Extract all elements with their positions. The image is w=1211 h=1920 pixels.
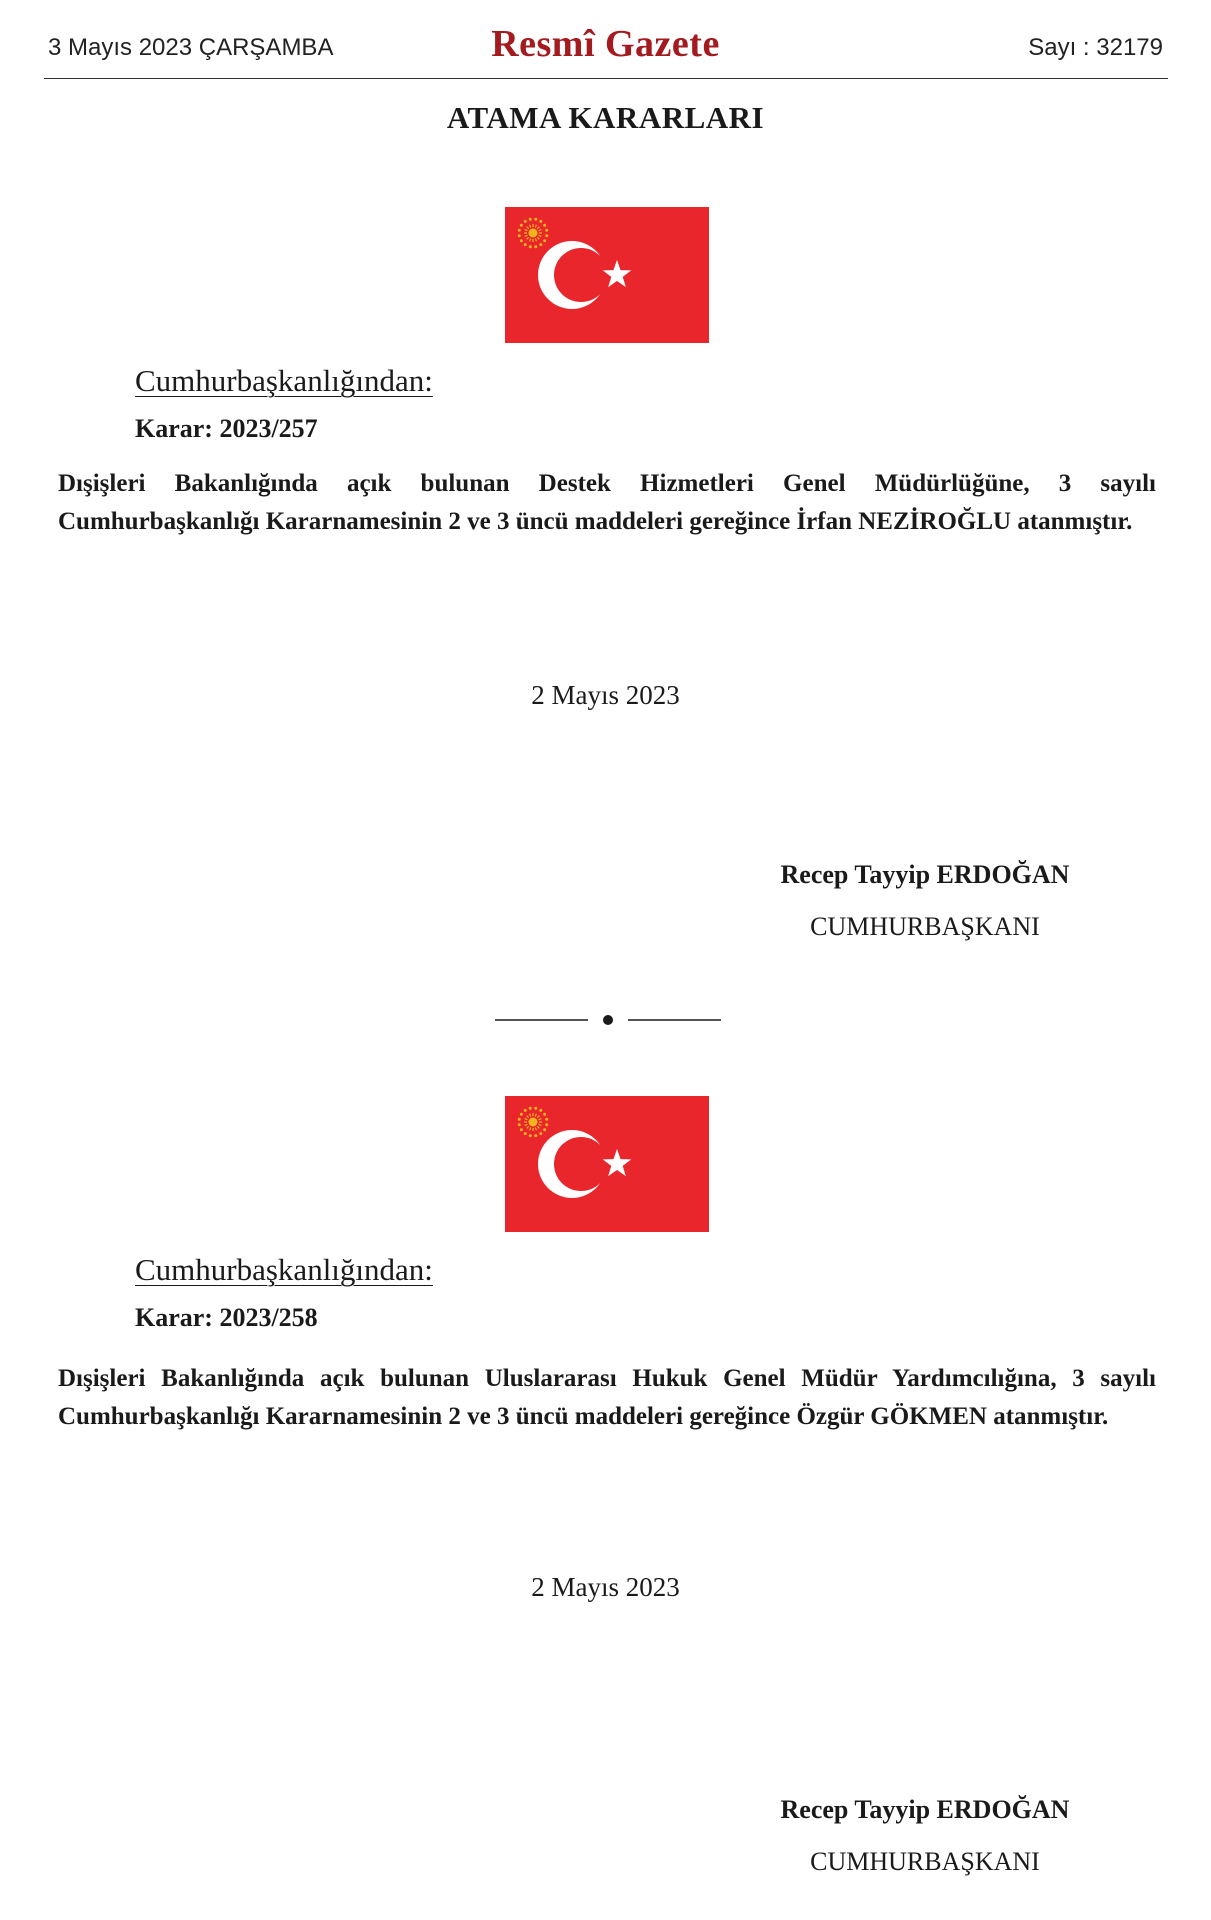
section-divider <box>493 1010 723 1030</box>
section-title: ATAMA KARARLARI <box>446 100 765 135</box>
decision-body: Dışişleri Bakanlığında açık bulunan Uluslararası Hukuk Genel Müdür Yardımcılığına, 3 sayılı Cumhurbaşkanlığı Kararnamesinin 2 ve 3 üncü maddeleri gereğince Özgür GÖKMEN atanmıştır. <box>58 1365 1156 1430</box>
signatory-name: Recep Tayyip ERDOĞAN <box>780 1795 1070 1824</box>
decision-date: 2 Mayıs 2023 <box>531 1572 680 1602</box>
signatory-title: CUMHURBAŞKANI <box>810 912 1040 941</box>
issuer-label: Cumhurbaşkanlığından: <box>135 363 433 398</box>
signatory-title: CUMHURBAŞKANI <box>810 1847 1040 1876</box>
issue-number: Sayı : 32179 <box>1028 34 1163 61</box>
decision-number: Karar: 2023/258 <box>135 1303 318 1332</box>
signatory-name: Recep Tayyip ERDOĞAN <box>780 860 1070 889</box>
decision-body: Dışişleri Bakanlığında açık bulunan Destek Hizmetleri Genel Müdürlüğüne, 3 sayılı Cumhurbaşkanlığı Kararnamesinin 2 ve 3 üncü maddeleri gereğince İrfan NEZİROĞLU atanmıştır. <box>58 470 1156 535</box>
gazette-title: Resmî Gazete <box>491 23 720 65</box>
decision-number: Karar: 2023/257 <box>135 414 318 443</box>
header-date: 3 Mayıs 2023 ÇARŞAMBA <box>48 34 334 61</box>
issuer-label: Cumhurbaşkanlığından: <box>135 1252 433 1287</box>
header-divider <box>44 78 1168 79</box>
decision-date: 2 Mayıs 2023 <box>531 680 680 710</box>
flag-icon <box>505 207 709 343</box>
flag-icon <box>505 1096 709 1232</box>
